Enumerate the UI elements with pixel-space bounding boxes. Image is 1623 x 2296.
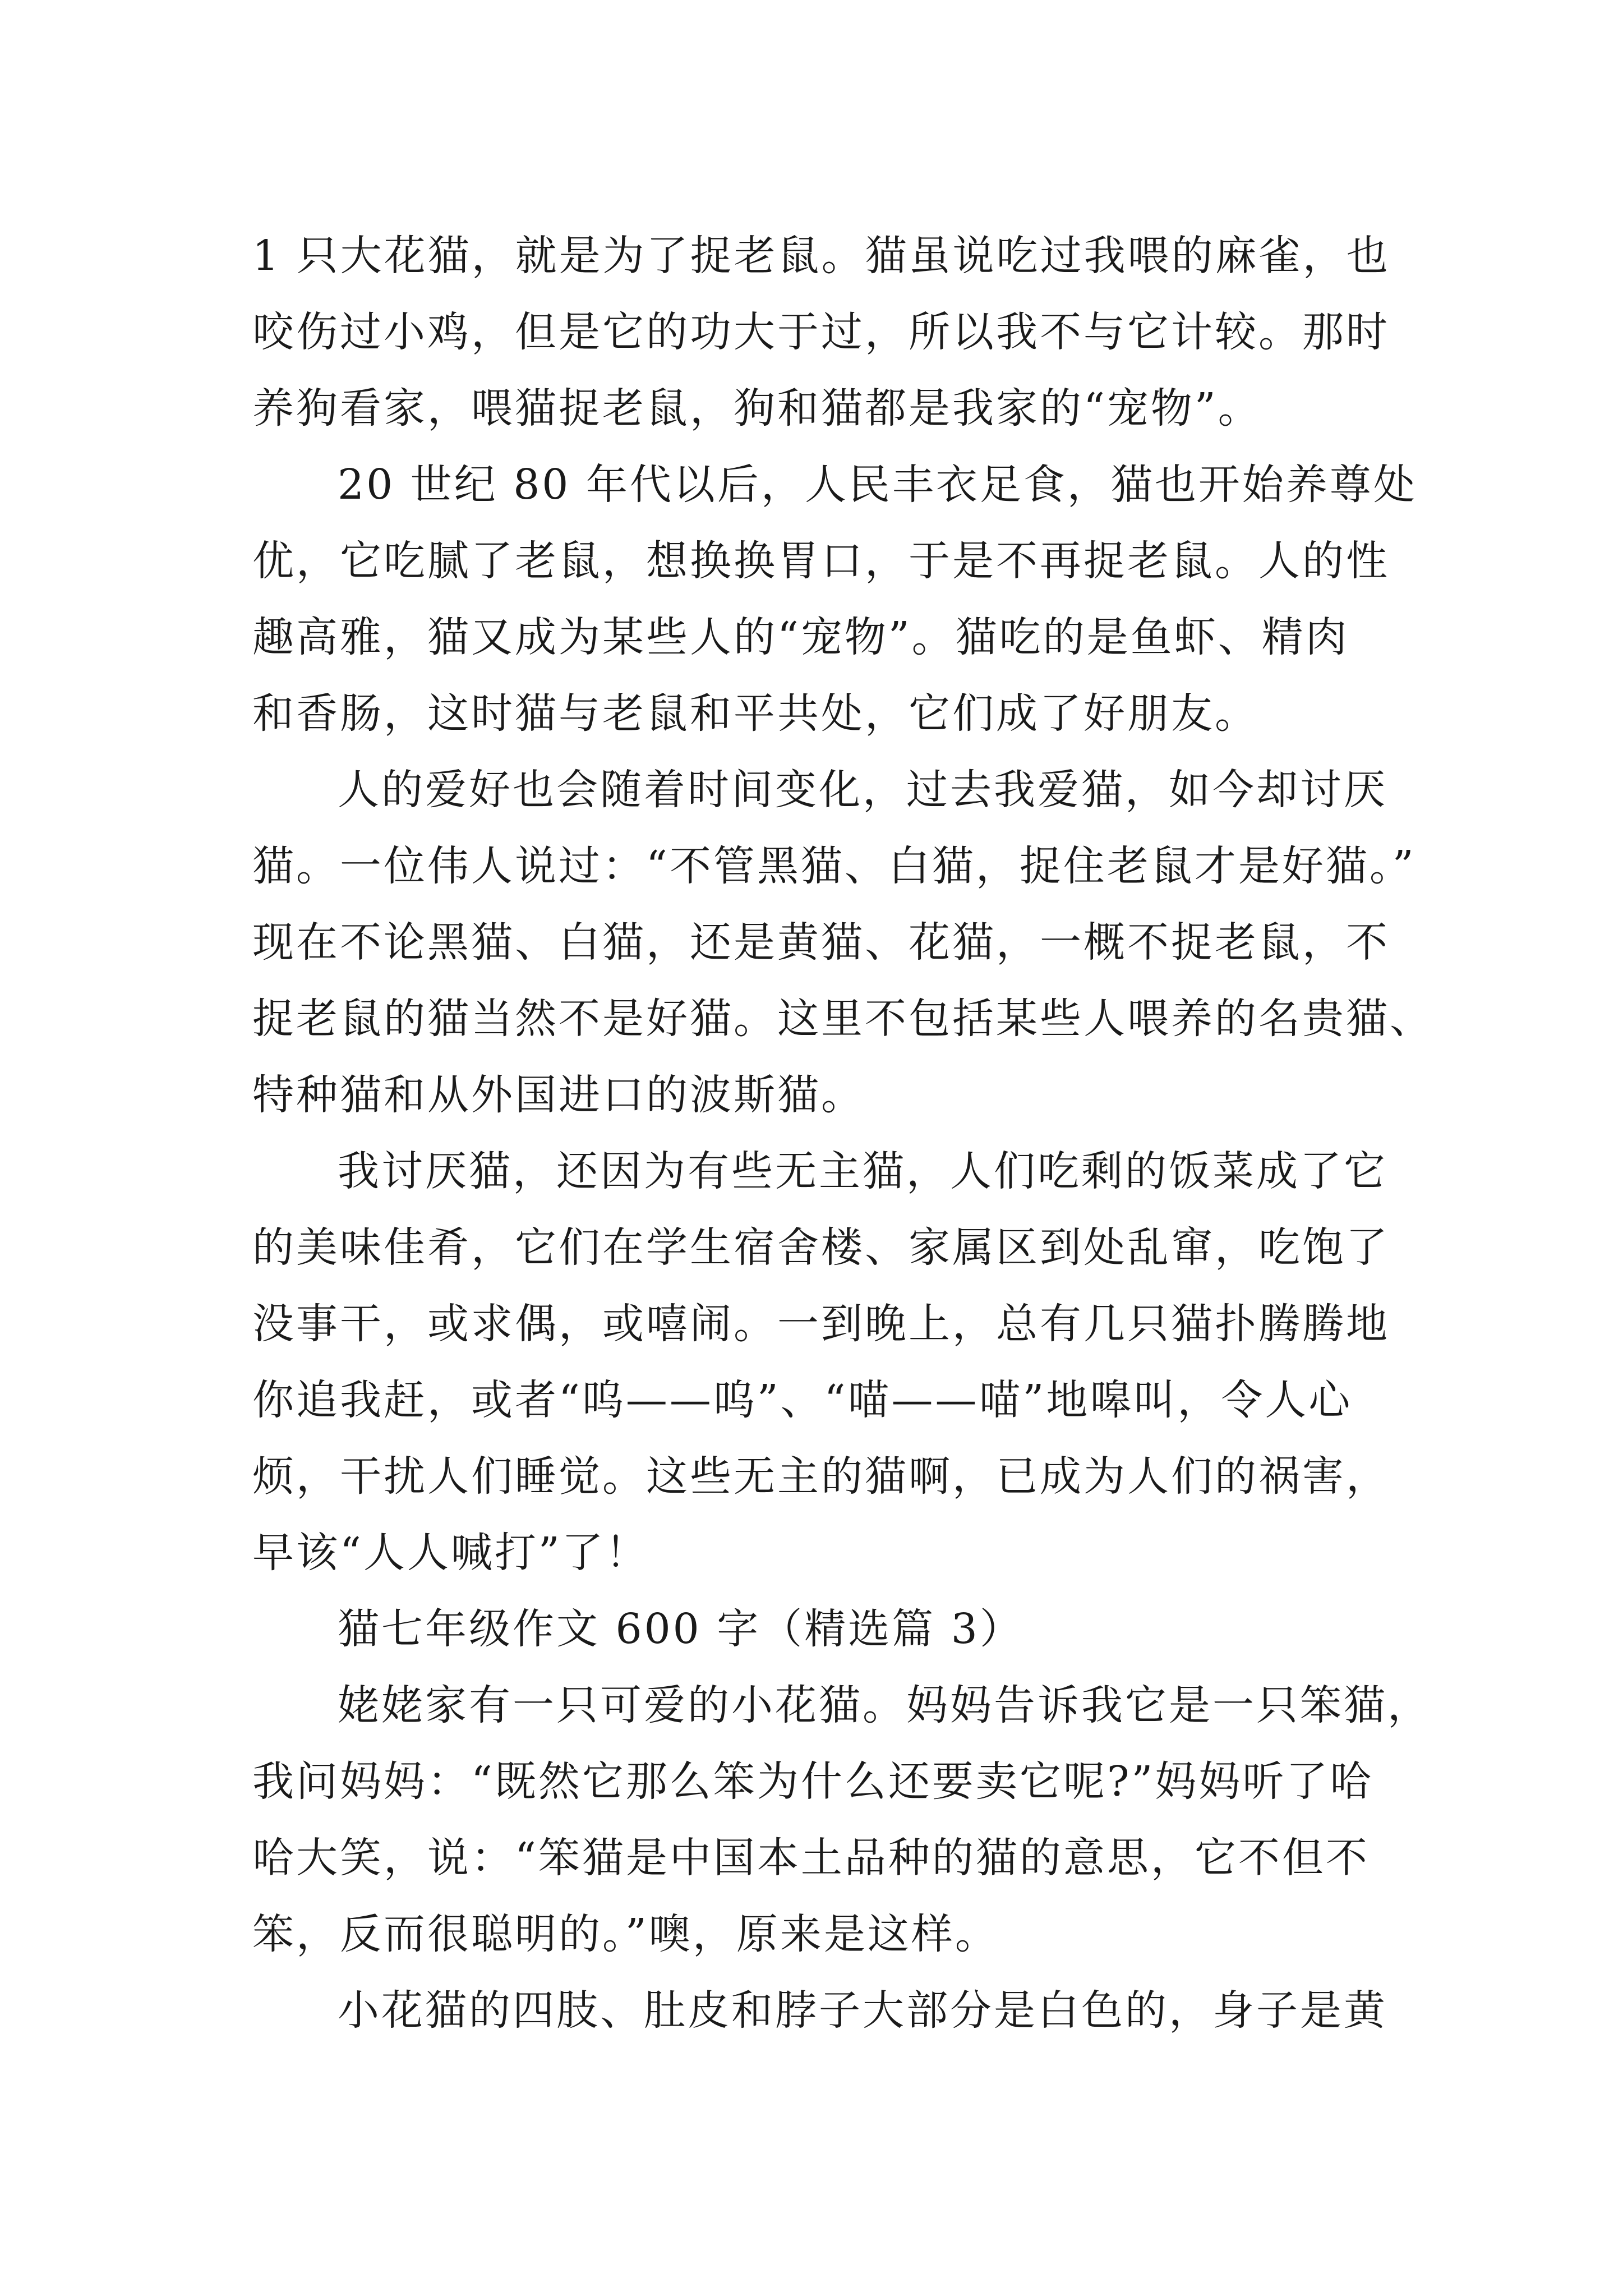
- text-line: 优，它吃腻了老鼠，想换换胃口，于是不再捉老鼠。人的性: [252, 537, 1390, 585]
- text-line: 烦，干扰人们睡觉。这些无主的猫啊，已成为人们的祸害，: [252, 1452, 1390, 1501]
- text-line: 猫。一位伟人说过：“不管黑猫、白猫，捉住老鼠才是好猫。”: [252, 842, 1416, 890]
- text-line: 和香肠，这时猫与老鼠和平共处，它们成了好朋友。: [252, 689, 1258, 738]
- text-line: 趣高雅，猫又成为某些人的“宠物”。猫吃的是鱼虾、精肉: [252, 613, 1349, 661]
- text-line: 养狗看家，喂猫捉老鼠，狗和猫都是我家的“宠物”。: [252, 384, 1262, 432]
- text-line: 人的爱好也会随着时间变化，过去我爱猫，如今却讨厌: [338, 766, 1387, 814]
- text-line: 没事干，或求偶，或嘻闹。一到晚上，总有几只猫扑腾腾地: [252, 1300, 1390, 1348]
- article-body: [252, 218, 1436, 2049]
- text-line: 1 只大花猫，就是为了捉老鼠。猫虽说吃过我喂的麻雀，也: [252, 232, 1390, 280]
- text-line: 你追我赶，或者“呜——呜”、“喵——喵”地嗥叫，令人心: [252, 1376, 1353, 1424]
- text-line: 姥姥家有一只可爱的小花猫。妈妈告诉我它是一只笨猫，: [338, 1681, 1431, 1729]
- section-heading: 猫七年级作文 600 字（精选篇 3）: [338, 1605, 1023, 1653]
- text-line: 哈大笑，说：“笨猫是中国本土品种的猫的意思，它不但不: [252, 1834, 1370, 1882]
- text-line: 咬伤过小鸡，但是它的功大于过，所以我不与它计较。那时: [252, 308, 1390, 356]
- text-line: 我问妈妈：“既然它那么笨为什么还要卖它呢?”妈妈听了哈: [252, 1757, 1374, 1806]
- text-line: 特种猫和从外国进口的波斯猫。: [252, 1071, 865, 1119]
- text-line: 现在不论黑猫、白猫，还是黄猫、花猫，一概不捉老鼠，不: [252, 918, 1390, 967]
- text-line: 捉老鼠的猫当然不是好猫。这里不包括某些人喂养的名贵猫、: [252, 995, 1433, 1043]
- text-line: 的美味佳肴，它们在学生宿舍楼、家属区到处乱窜，吃饱了: [252, 1223, 1390, 1272]
- text-line: 小花猫的四肢、肚皮和脖子大部分是白色的，身子是黄: [338, 1986, 1387, 2035]
- text-line: 早该“人人喊打”了！: [252, 1529, 649, 1577]
- text-line: 我讨厌猫，还因为有些无主猫，人们吃剩的饭菜成了它: [338, 1147, 1387, 1195]
- text-line: 20 世纪 80 年代以后，人民丰衣足食，猫也开始养尊处: [338, 461, 1417, 509]
- text-line: 笨，反而很聪明的。”噢，原来是这样。: [252, 1910, 999, 1958]
